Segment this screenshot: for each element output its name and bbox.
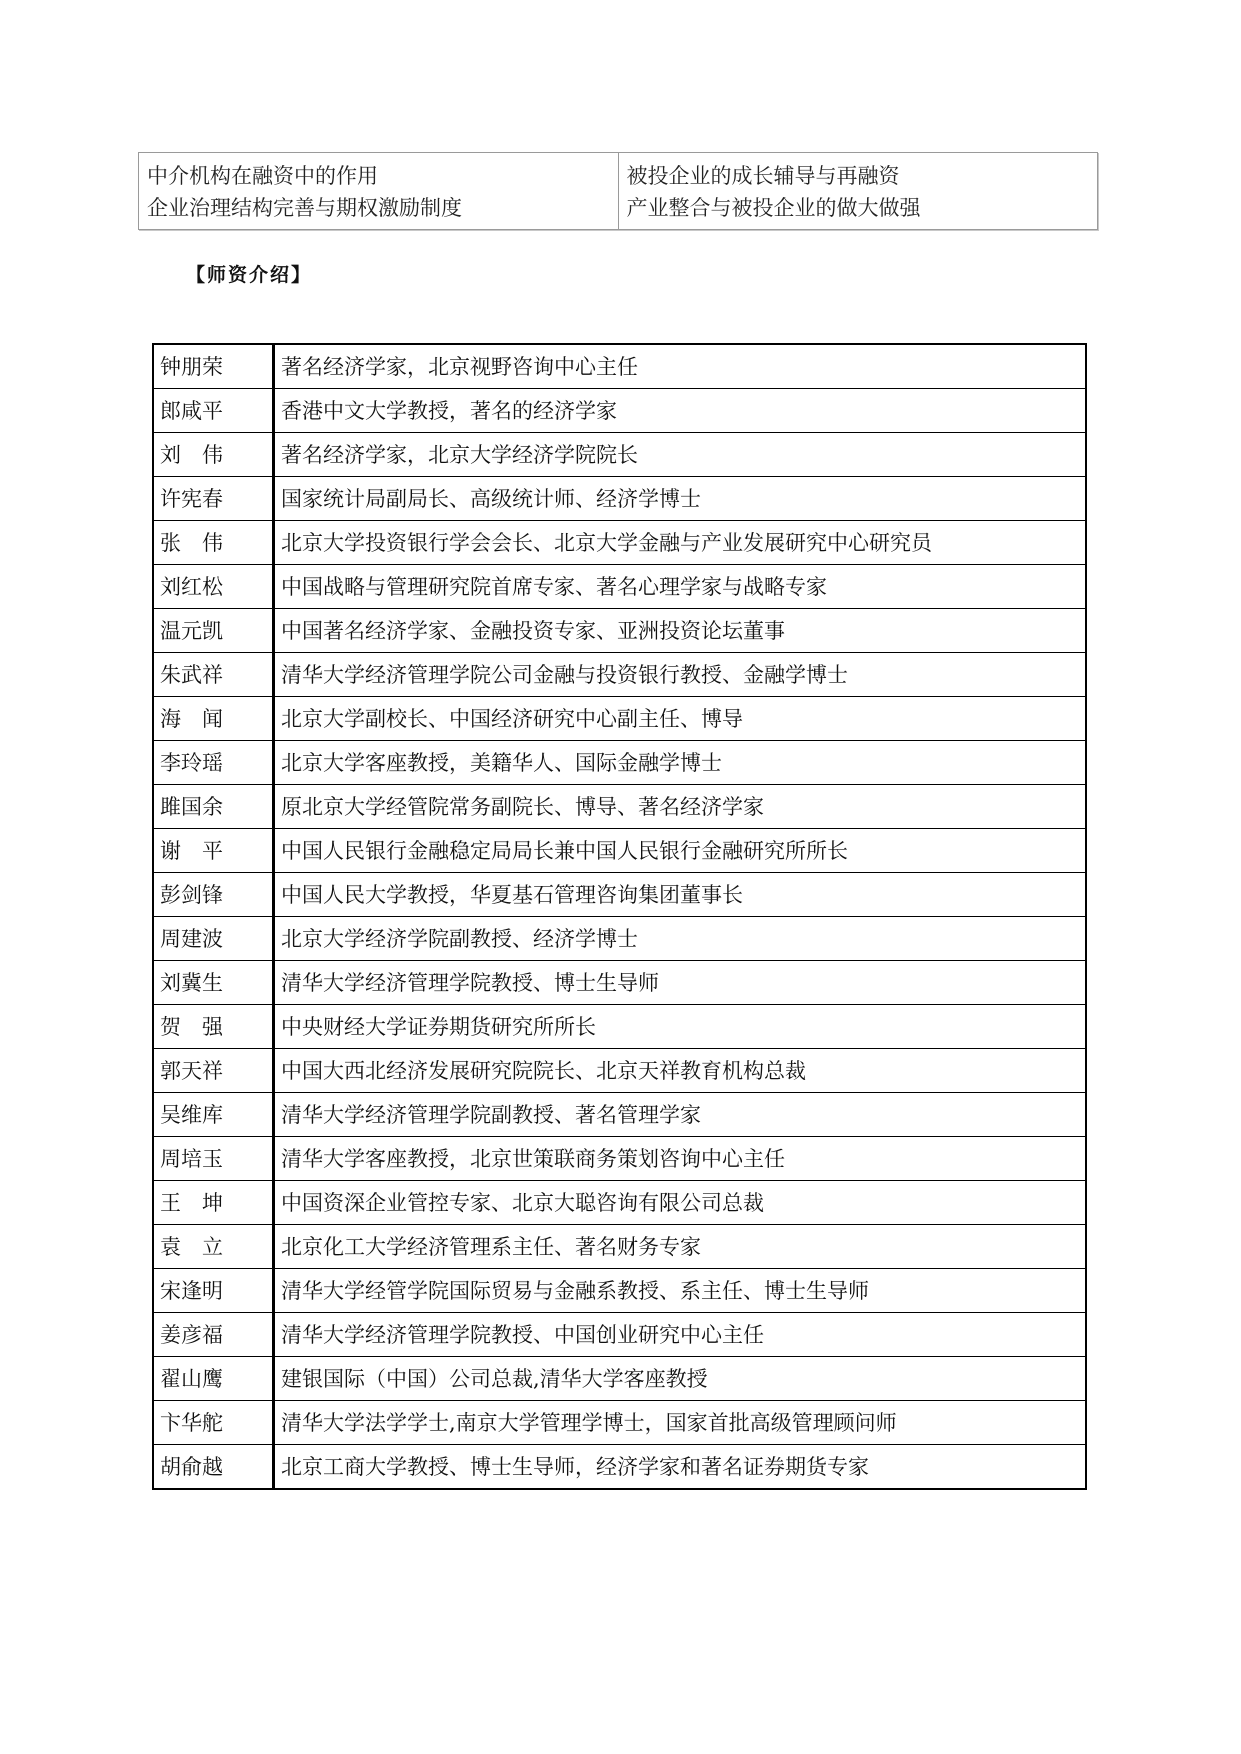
faculty-name: 翟山鹰 xyxy=(153,1357,274,1401)
faculty-title: 中国人民大学教授，华夏基石管理咨询集团董事长 xyxy=(274,873,1087,917)
faculty-row xyxy=(153,1137,1086,1181)
faculty-title: 北京大学经济学院副教授、经济学博士 xyxy=(274,917,1087,961)
course-topics-right-cell xyxy=(618,153,1098,230)
faculty-name: 朱武祥 xyxy=(153,653,274,697)
faculty-name: 姜彦福 xyxy=(153,1313,274,1357)
faculty-name: 刘 伟 xyxy=(153,433,274,477)
faculty-title: 著名经济学家，北京大学经济学院院长 xyxy=(274,433,1087,477)
course-topics-table xyxy=(138,152,1098,230)
faculty-name: 张 伟 xyxy=(153,521,274,565)
faculty-title: 清华大学经济管理学院公司金融与投资银行教授、金融学博士 xyxy=(274,653,1087,697)
faculty-row xyxy=(153,653,1086,697)
course-topic: 中介机构在融资中的作用 xyxy=(147,164,378,188)
faculty-row xyxy=(153,1445,1086,1490)
faculty-row xyxy=(153,433,1086,477)
faculty-title: 国家统计局副局长、高级统计师、经济学博士 xyxy=(274,477,1087,521)
course-topic: 产业整合与被投企业的做大做强 xyxy=(626,196,921,220)
faculty-title: 香港中文大学教授，著名的经济学家 xyxy=(274,389,1087,433)
faculty-row xyxy=(153,344,1086,389)
faculty-name: 吴维库 xyxy=(153,1093,274,1137)
faculty-name: 刘红松 xyxy=(153,565,274,609)
faculty-row xyxy=(153,1093,1086,1137)
faculty-name: 周培玉 xyxy=(153,1137,274,1181)
faculty-table xyxy=(152,343,1087,1490)
faculty-row xyxy=(153,741,1086,785)
faculty-title: 北京化工大学经济管理系主任、著名财务专家 xyxy=(274,1225,1087,1269)
faculty-title: 清华大学经济管理学院教授、博士生导师 xyxy=(274,961,1087,1005)
faculty-title: 北京工商大学教授、博士生导师，经济学家和著名证券期货专家 xyxy=(274,1445,1087,1490)
faculty-row xyxy=(153,1401,1086,1445)
faculty-title: 清华大学经济管理学院教授、中国创业研究中心主任 xyxy=(274,1313,1087,1357)
faculty-row xyxy=(153,829,1086,873)
faculty-name: 卞华舵 xyxy=(153,1401,274,1445)
faculty-title: 清华大学经管学院国际贸易与金融系教授、系主任、博士生导师 xyxy=(274,1269,1087,1313)
faculty-row xyxy=(153,609,1086,653)
faculty-row xyxy=(153,1005,1086,1049)
faculty-title: 北京大学副校长、中国经济研究中心副主任、博导 xyxy=(274,697,1087,741)
faculty-table-body xyxy=(153,344,1086,1489)
faculty-row xyxy=(153,1225,1086,1269)
faculty-row xyxy=(153,1049,1086,1093)
faculty-row xyxy=(153,873,1086,917)
course-topic: 被投企业的成长辅导与再融资 xyxy=(626,164,900,188)
faculty-row xyxy=(153,1269,1086,1313)
faculty-row xyxy=(153,1357,1086,1401)
faculty-title: 中央财经大学证券期货研究所所长 xyxy=(274,1005,1087,1049)
faculty-title: 原北京大学经管院常务副院长、博导、著名经济学家 xyxy=(274,785,1087,829)
faculty-name: 郭天祥 xyxy=(153,1049,274,1093)
faculty-row xyxy=(153,1313,1086,1357)
faculty-row xyxy=(153,565,1086,609)
faculty-name: 贺 强 xyxy=(153,1005,274,1049)
faculty-title: 中国人民银行金融稳定局局长兼中国人民银行金融研究所所长 xyxy=(274,829,1087,873)
faculty-name: 宋逢明 xyxy=(153,1269,274,1313)
faculty-row xyxy=(153,961,1086,1005)
faculty-name: 郎咸平 xyxy=(153,389,274,433)
faculty-row xyxy=(153,785,1086,829)
faculty-row xyxy=(153,477,1086,521)
faculty-title: 著名经济学家，北京视野咨询中心主任 xyxy=(274,344,1087,389)
faculty-name: 王 坤 xyxy=(153,1181,274,1225)
faculty-name: 李玲瑶 xyxy=(153,741,274,785)
faculty-row xyxy=(153,697,1086,741)
faculty-title: 清华大学经济管理学院副教授、著名管理学家 xyxy=(274,1093,1087,1137)
table-row xyxy=(139,153,1098,230)
course-topic: 企业治理结构完善与期权激励制度 xyxy=(147,196,462,220)
faculty-title: 中国大西北经济发展研究院院长、北京天祥教育机构总裁 xyxy=(274,1049,1087,1093)
faculty-title: 中国著名经济学家、金融投资专家、亚洲投资论坛董事 xyxy=(274,609,1087,653)
faculty-title: 清华大学客座教授，北京世策联商务策划咨询中心主任 xyxy=(274,1137,1087,1181)
faculty-title: 建银国际（中国）公司总裁,清华大学客座教授 xyxy=(274,1357,1087,1401)
faculty-title: 中国战略与管理研究院首席专家、著名心理学家与战略专家 xyxy=(274,565,1087,609)
course-topics-left-cell xyxy=(139,153,619,230)
faculty-title: 中国资深企业管控专家、北京大聪咨询有限公司总裁 xyxy=(274,1181,1087,1225)
faculty-name: 谢 平 xyxy=(153,829,274,873)
faculty-row xyxy=(153,1181,1086,1225)
faculty-name: 彭剑锋 xyxy=(153,873,274,917)
faculty-name: 袁 立 xyxy=(153,1225,274,1269)
faculty-name: 许宪春 xyxy=(153,477,274,521)
faculty-row xyxy=(153,521,1086,565)
faculty-name: 刘冀生 xyxy=(153,961,274,1005)
faculty-row xyxy=(153,917,1086,961)
faculty-name: 温元凯 xyxy=(153,609,274,653)
faculty-row xyxy=(153,389,1086,433)
faculty-name: 雎国余 xyxy=(153,785,274,829)
faculty-name: 钟朋荣 xyxy=(153,344,274,389)
faculty-title: 北京大学投资银行学会会长、北京大学金融与产业发展研究中心研究员 xyxy=(274,521,1087,565)
section-heading-faculty: 【师资介绍】 xyxy=(186,264,313,286)
faculty-name: 胡俞越 xyxy=(153,1445,274,1490)
faculty-name: 海 闻 xyxy=(153,697,274,741)
faculty-title: 清华大学法学学士,南京大学管理学博士，国家首批高级管理顾问师 xyxy=(274,1401,1087,1445)
faculty-name: 周建波 xyxy=(153,917,274,961)
faculty-title: 北京大学客座教授，美籍华人、国际金融学博士 xyxy=(274,741,1087,785)
